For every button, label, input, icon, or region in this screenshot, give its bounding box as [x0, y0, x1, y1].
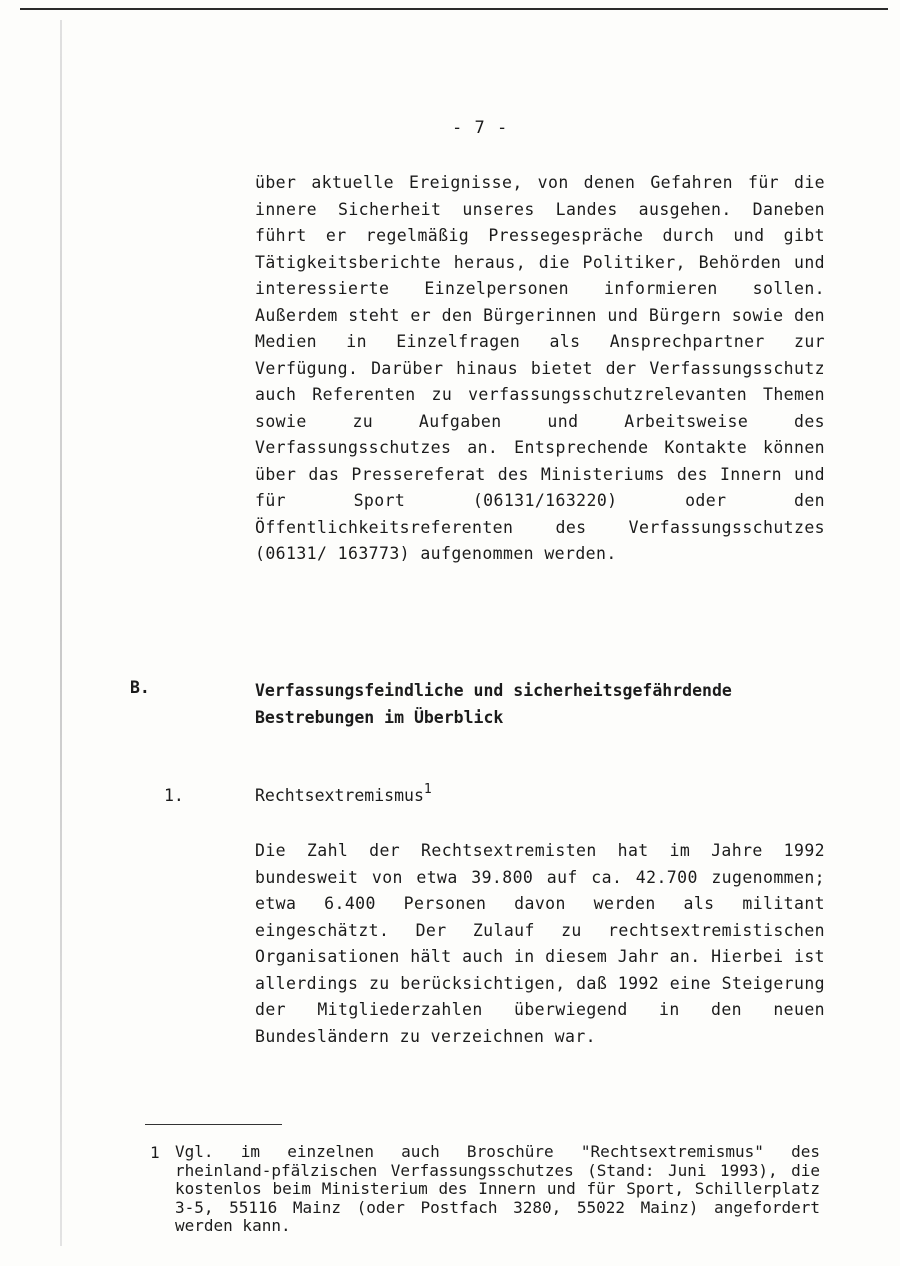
page-number: - 7 - — [452, 118, 509, 138]
section-b-title: Verfassungsfeindliche und sicherheitsgefährdende Bestrebungen im Überblick — [255, 681, 732, 727]
subsection-1-title — [255, 782, 432, 805]
subsection-1-paragraph: Die Zahl der Rechtsextremisten hat im Jahre 1992 bundesweit von etwa 39.800 auf ca. 42.700 zugenommen; etwa 6.400 Personen davon werden als militant eingeschätzt. Der Zulauf zu rechtsextremistischen Organisationen hält auch in diesem Jahr an. Hierbei ist allerdings zu berücksichtigen, daß 1992 eine Steigerung der Mitgliederzahlen überwiegend in den neuen Bundesländern zu verzeichnen war. — [255, 841, 825, 1046]
scan-top-edge — [20, 8, 888, 10]
footnote-text: Vgl. im einzelnen auch Broschüre "Rechtsextremismus" des rheinland-pfälzischen Verfassungsschutzes (Stand: Juni 1993), die kostenlos beim Ministerium des Innern und für Sport, Schillerplatz 3-5, 55116 Mainz (oder Postfach 3280, 55022 Mainz) angefordert werden kann. — [175, 1142, 820, 1235]
footnote-reference: 1 — [423, 782, 432, 797]
footnote-marker: 1 — [150, 1143, 160, 1162]
intro-paragraph: über aktuelle Ereignisse, von denen Gefahren für die innere Sicherheit unseres Landes ausgehen. Daneben führt er regelmäßig Pressegespräche durch und gibt Tätigkeitsberichte heraus, die Politiker, Behörden und interessierte Einzelpersonen informieren sollen. Außerdem steht er den Bürgerinnen und Bürgern sowie den Medien in Einzelfragen als Ansprechpartner zur Verfügung. Darüber hinaus bietet der Verfassungsschutz auch Referenten zu verfassungsschutzrelevanten Themen sowie zu Aufgaben und Arbeitsweise des Verfassungsschutzes an. Entsprechende Kontakte können über das Pressereferat des Ministeriums des Innern und für Sport (06131/163220) oder den Öffentlichkeitsreferenten des Verfassungsschutzes (06131/ 163773) aufgenommen werden. — [255, 173, 825, 563]
subsection-1-marker: 1. — [164, 786, 184, 805]
scan-left-edge — [60, 20, 62, 1246]
footnote-divider — [145, 1124, 282, 1125]
section-b-marker: B. — [130, 678, 150, 697]
subsection-1-title-text: Rechtsextremismus — [255, 786, 424, 805]
